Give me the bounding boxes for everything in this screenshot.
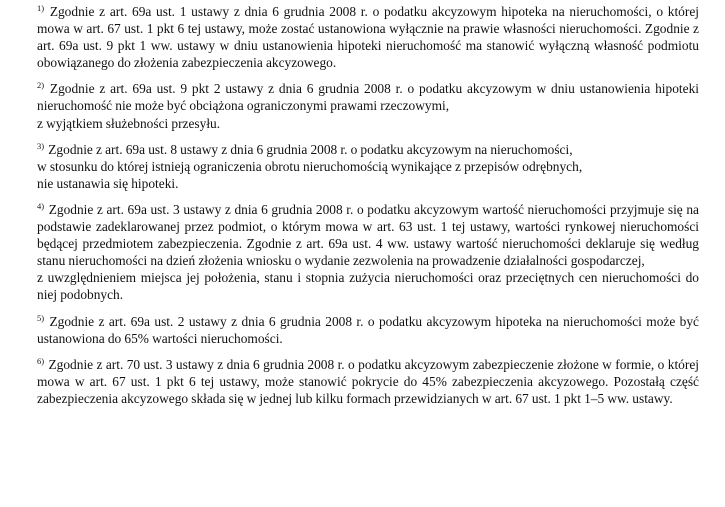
footnote-5 [37, 313, 699, 347]
footnote-text: Zgodnie z art. 70 ust. 3 ustawy z dnia 6 grudnia 2008 r. o podatku akcyzowym zabezpieczenie złożone w formie, o której mowa w art. 67 ust. 1 pkt 6 tej ustawy, może stanowić pokrycie do 45% zabezpieczenia akcyzowego. Pozostałą część zabezpieczenia akcyzowego składa się w jednej lub kilku formach przewidzianych w art. 67 ust. 1 pkt 1–5 ww. ustawy. [37, 356, 699, 406]
footnote-marker: 6) [37, 355, 45, 366]
footnote-text: Zgodnie z art. 69a ust. 3 ustawy z dnia 6 grudnia 2008 r. o podatku akcyzowym wartość nieruchomości przyjmuje się na podstawie zadeklarowanej przez podmiot, o którym mowa w art. 63 ust. 1 tej ustawy, wartości rynkowej nieruchomości będącej przedmiotem zabezpieczenia. Zgodnie z art. 69a ust. 4 ww. ustawy wartość nieruchomości deklaruje się według stanu nieruchomości na dzień złożenia wniosku o wydanie zezwolenia na prowadzenie działalności gospodarczej, z uwzględnieniem miejsca jej położenia, stanu i stopnia zużycia nieruchomości oraz przeciętnych cen nieruchomości do niej podobnych. [37, 201, 699, 303]
footnote-1 [37, 3, 699, 71]
footnote-4 [37, 201, 699, 304]
footnote-marker: 3) [37, 140, 45, 151]
footnote-3 [37, 141, 699, 192]
footnote-text: Zgodnie z art. 69a ust. 8 ustawy z dnia 6 grudnia 2008 r. o podatku akcyzowym na nieruchomości, w stosunku do której istnieją ograniczenia obrotu nieruchomością wynikające z przepisów odrębnych, nie ustanawia się hipoteki. [37, 141, 583, 191]
footnote-marker: 1) [37, 3, 45, 13]
footnote-marker: 5) [37, 312, 45, 323]
footnote-6 [37, 356, 699, 407]
footnotes-section [37, 3, 699, 416]
footnote-text: Zgodnie z art. 69a ust. 1 ustawy z dnia 6 grudnia 2008 r. o podatku akcyzowym hipoteka na nieruchomości, o której mowa w art. 67 ust. 1 pkt 6 tej ustawy, może zostać ustanowiona wyłącznie na prawie własności nieruchomości. Zgodnie z art. 69a ust. 9 pkt 1 ww. ustawy w dniu ustanowienia hipoteki nieruchomość ma stanowić wyłączną własność podmiotu obowiązanego do złożenia zabezpieczenia akcyzowego. [37, 4, 699, 71]
footnote-text: Zgodnie z art. 69a ust. 2 ustawy z dnia 6 grudnia 2008 r. o podatku akcyzowym hipoteka na nieruchomości może być ustanowiona do 65% wartości nieruchomości. [37, 313, 699, 346]
footnote-marker: 4) [37, 200, 45, 211]
footnote-text: Zgodnie z art. 69a ust. 9 pkt 2 ustawy z dnia 6 grudnia 2008 r. o podatku akcyzowym w dniu ustanowienia hipoteki nieruchomość nie może być obciążona ograniczonymi prawami rzeczowymi, z wyjątkiem służebności przesyłu. [37, 81, 699, 131]
footnote-marker: 2) [37, 80, 45, 91]
footnote-2 [37, 80, 699, 131]
